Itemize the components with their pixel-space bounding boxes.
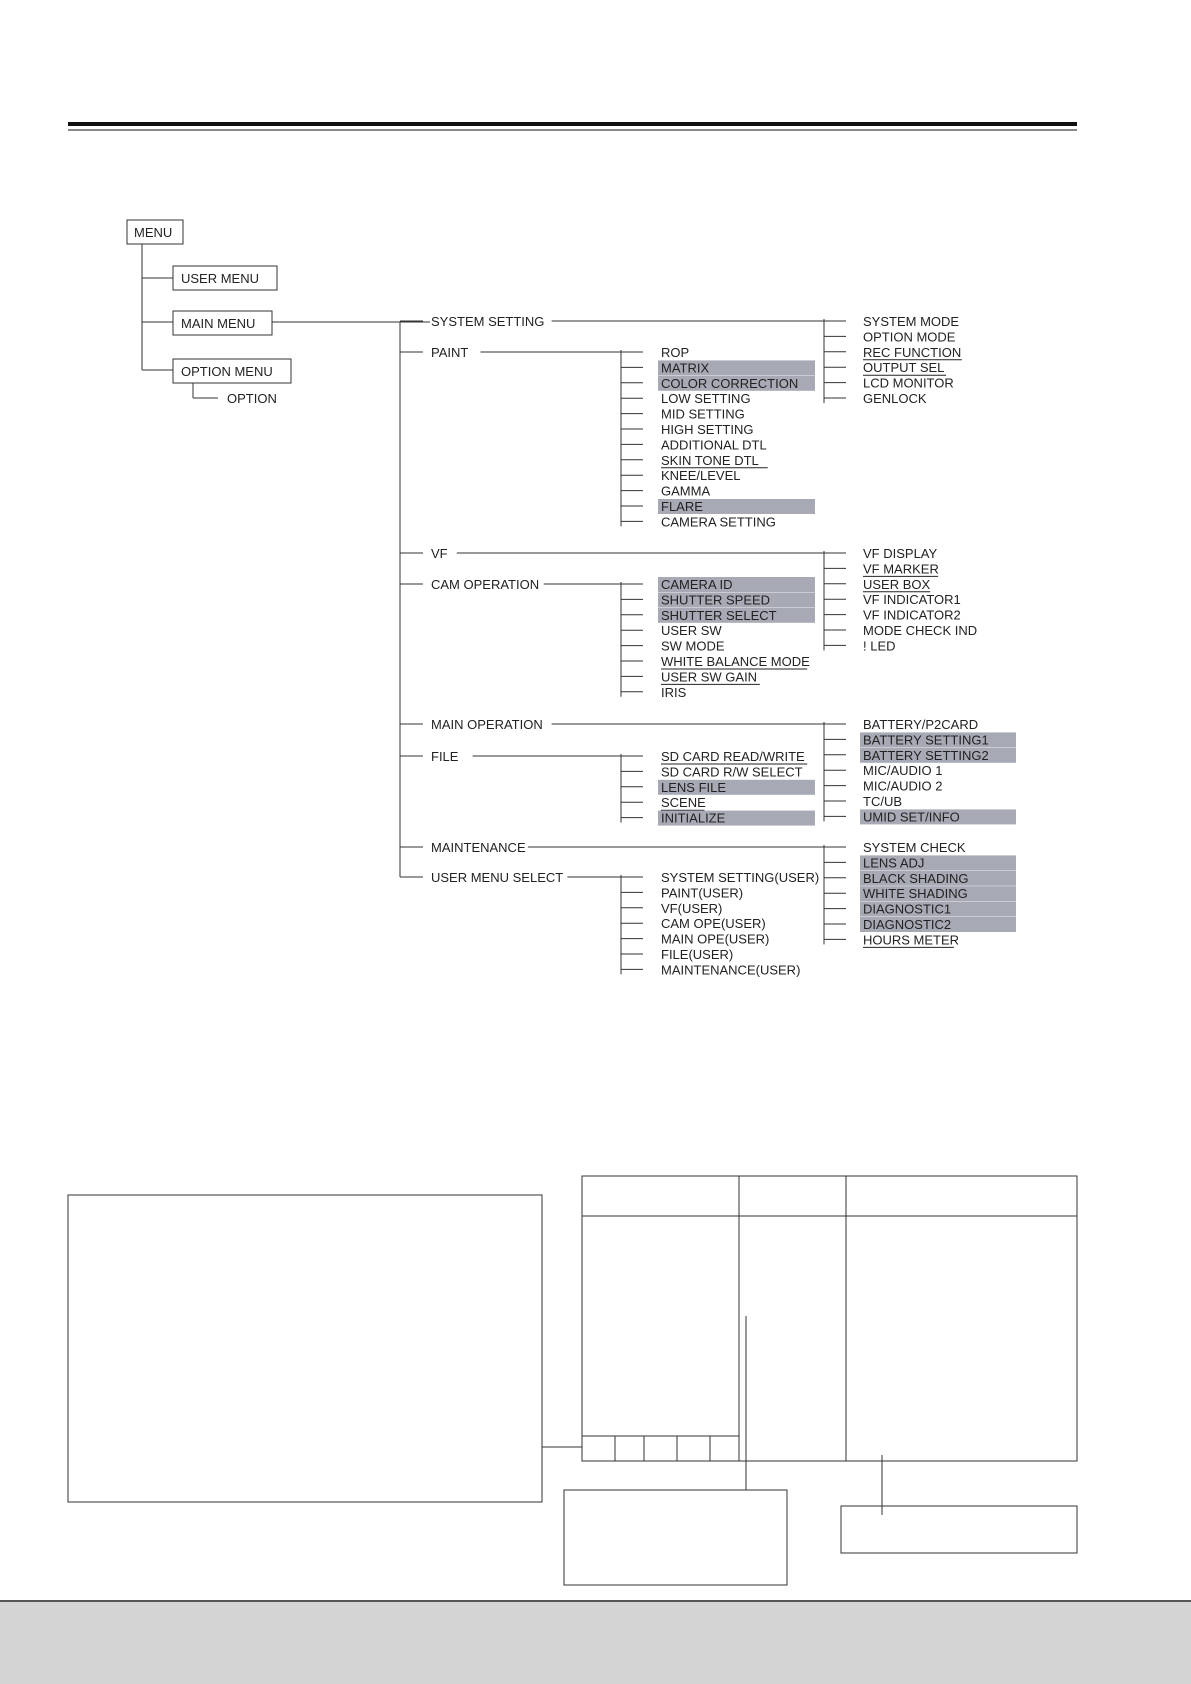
submenu-item-initialize: INITIALIZE bbox=[661, 810, 726, 826]
callout-box-left bbox=[564, 1490, 787, 1585]
screen-box bbox=[582, 1176, 1077, 1461]
submenu-item-low-setting: LOW SETTING bbox=[661, 391, 751, 407]
submenu-item-file-user: FILE(USER) bbox=[661, 947, 734, 962]
submenu-item-vf-display: VF DISPLAY bbox=[863, 546, 938, 561]
description-box bbox=[68, 1195, 542, 1502]
main-item-cam-operation: CAM OPERATION bbox=[431, 577, 540, 592]
submenu-item-genlock: GENLOCK bbox=[863, 391, 927, 406]
submenu-item-sd-card-read-write: SD CARD READ/WRITE bbox=[661, 749, 805, 764]
submenu-item-user-sw-gain: USER SW GAIN bbox=[661, 669, 758, 685]
submenu-item-maintenance-user: MAINTENANCE(USER) bbox=[661, 962, 801, 978]
submenu-item-vf-indicator2: VF INDICATOR2 bbox=[863, 607, 961, 623]
submenu-item-system-mode: SYSTEM MODE bbox=[863, 314, 960, 329]
submenu-item-main-ope-user: MAIN OPE(USER) bbox=[661, 931, 770, 947]
submenu-item-mic-audio-1: MIC/AUDIO 1 bbox=[863, 763, 943, 779]
submenu-item-lens-adj: LENS ADJ bbox=[863, 855, 925, 871]
submenu-item-camera-id: CAMERA ID bbox=[661, 577, 733, 592]
submenu-item-diagnostic2: DIAGNOSTIC2 bbox=[863, 917, 952, 932]
submenu-item-skin-tone-dtl: SKIN TONE DTL bbox=[661, 452, 759, 468]
submenu-item-output-sel: OUTPUT SEL bbox=[863, 360, 945, 376]
top-menu-labels bbox=[134, 225, 277, 406]
callout-box-right bbox=[841, 1506, 1077, 1553]
submenu-item-battery-setting2: BATTERY SETTING2 bbox=[863, 747, 989, 763]
footer-band bbox=[0, 1600, 1191, 1684]
main-item-system-setting: SYSTEM SETTING bbox=[431, 314, 545, 329]
submenu-item-umid-set-info: UMID SET/INFO bbox=[863, 809, 960, 825]
submenu-item-battery-p2card: BATTERY/P2CARD bbox=[863, 717, 979, 732]
submenu-item-white-balance-mode: WHITE BALANCE MODE bbox=[661, 654, 810, 669]
submenu-item-mid-setting: MID SETTING bbox=[661, 406, 745, 422]
submenu-item-vf-user: VF(USER) bbox=[661, 900, 723, 916]
submenu-item-paint-user: PAINT(USER) bbox=[661, 885, 744, 901]
submenu-item-user-box: USER BOX bbox=[863, 576, 931, 592]
main-item-maintenance: MAINTENANCE bbox=[431, 840, 526, 855]
submenu-item-user-sw: USER SW bbox=[661, 623, 722, 639]
submenu-item-flare: FLARE bbox=[661, 499, 703, 514]
tree-labels bbox=[431, 314, 989, 977]
main-item-main-operation: MAIN OPERATION bbox=[431, 717, 543, 732]
submenu-item-option-mode: OPTION MODE bbox=[863, 329, 956, 345]
submenu-item-lens-file: LENS FILE bbox=[661, 779, 727, 795]
main-item-file: FILE bbox=[431, 749, 459, 764]
menu-label: MENU bbox=[134, 225, 173, 240]
submenu-item-battery-setting1: BATTERY SETTING1 bbox=[863, 732, 989, 748]
main-item-paint: PAINT bbox=[431, 345, 469, 360]
user-menu-label: USER MENU bbox=[181, 271, 260, 286]
submenu-item-scene: SCENE bbox=[661, 795, 706, 811]
submenu-item-shutter-select: SHUTTER SELECT bbox=[661, 607, 777, 623]
submenu-item-system-setting-user: SYSTEM SETTING(USER) bbox=[661, 870, 820, 885]
submenu-item-sd-card-r-w-select: SD CARD R/W SELECT bbox=[661, 764, 803, 780]
submenu-item-tc-ub: TC/UB bbox=[863, 794, 902, 809]
bottom-figure bbox=[68, 1176, 1077, 1585]
submenu-item-knee-level: KNEE/LEVEL bbox=[661, 468, 741, 484]
main-item-vf: VF bbox=[431, 546, 448, 561]
submenu-item-sw-mode: SW MODE bbox=[661, 638, 725, 654]
submenu-item-additional-dtl: ADDITIONAL DTL bbox=[661, 437, 767, 453]
submenu-item-vf-marker: VF MARKER bbox=[863, 561, 939, 577]
submenu-item-black-shading: BLACK SHADING bbox=[863, 870, 969, 886]
submenu-item-lcd-monitor: LCD MONITOR bbox=[863, 375, 954, 391]
submenu-item-high-setting: HIGH SETTING bbox=[661, 422, 754, 437]
submenu-item-camera-setting: CAMERA SETTING bbox=[661, 514, 776, 530]
submenu-item-vf-indicator1: VF INDICATOR1 bbox=[863, 592, 961, 608]
header-rule bbox=[68, 124, 1077, 130]
submenu-item-rec-function: REC FUNCTION bbox=[863, 344, 962, 360]
submenu-item-white-shading: WHITE SHADING bbox=[863, 886, 968, 902]
main-menu-label: MAIN MENU bbox=[181, 316, 256, 331]
submenu-item-shutter-speed: SHUTTER SPEED bbox=[661, 592, 771, 608]
submenu-item-mic-audio-2: MIC/AUDIO 2 bbox=[863, 778, 943, 794]
submenu-item-color-correction: COLOR CORRECTION bbox=[661, 375, 799, 391]
submenu-item-matrix: MATRIX bbox=[661, 360, 710, 376]
top-menu-group bbox=[127, 220, 430, 398]
submenu-item-iris: IRIS bbox=[661, 684, 687, 700]
option-menu-label: OPTION MENU bbox=[181, 364, 273, 379]
submenu-item-hours-meter: HOURS METER bbox=[863, 932, 960, 948]
option-label: OPTION bbox=[227, 391, 277, 406]
submenu-item-mode-check-ind: MODE CHECK IND bbox=[863, 623, 978, 638]
submenu-item-rop: ROP bbox=[661, 345, 690, 360]
submenu-item-system-check: SYSTEM CHECK bbox=[863, 840, 966, 855]
submenu-item-diagnostic1: DIAGNOSTIC1 bbox=[863, 901, 952, 917]
main-item-user-menu-select: USER MENU SELECT bbox=[431, 870, 564, 885]
submenu-item-led: ! LED bbox=[863, 638, 896, 654]
submenu-item-cam-ope-user: CAM OPE(USER) bbox=[661, 916, 766, 932]
submenu-item-gamma: GAMMA bbox=[661, 483, 711, 499]
